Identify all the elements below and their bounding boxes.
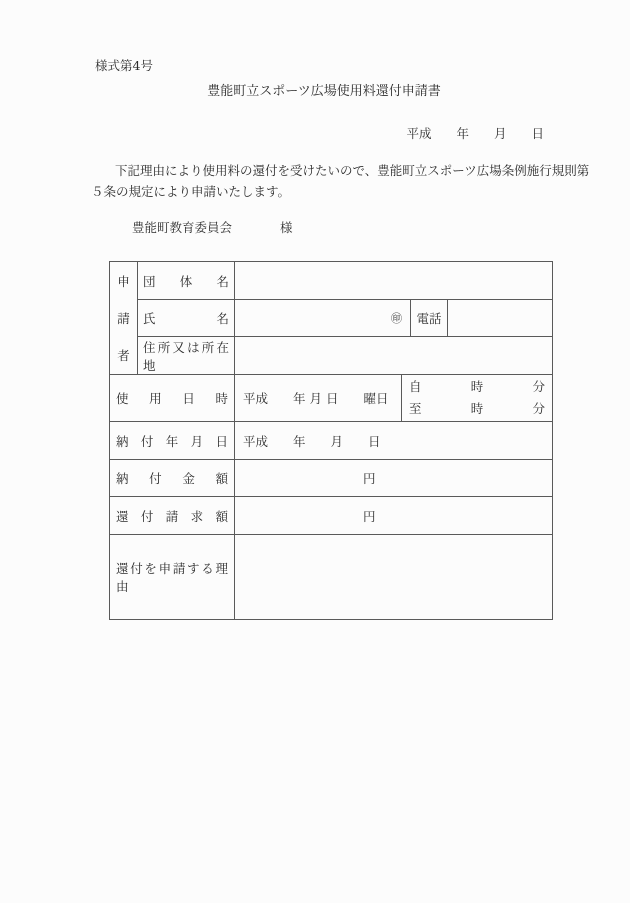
phone-label: 電話: [416, 311, 442, 326]
payment-amount-unit: 円: [363, 471, 376, 486]
seal-mark-icon: ㊞: [391, 312, 402, 325]
refund-amount-label: 還付請求額: [116, 508, 228, 524]
phone-label-cell: [411, 300, 448, 337]
form-number-label: 様式第4号: [95, 58, 153, 73]
organization-label: 団体名: [143, 273, 229, 289]
usage-date-cell: [235, 375, 402, 422]
address-label-cell: [138, 337, 235, 375]
refund-reason-label-cell: [110, 535, 235, 619]
usage-datetime-label: 使用日時: [116, 391, 228, 406]
payment-amount-label: 納付金額: [116, 471, 228, 486]
payment-date-label: 納付年月日: [116, 433, 228, 449]
usage-time-from: 自 時 分: [409, 379, 545, 395]
addressee-line: [132, 220, 293, 235]
organization-value-cell: [235, 262, 552, 300]
document-title: 豊能町立スポーツ広場使用料還付申請書: [207, 84, 441, 99]
address-value-cell: [235, 337, 552, 375]
usage-datetime-label-cell: [110, 375, 235, 422]
addressee-name: 豊能町教育委員会: [132, 220, 233, 235]
usage-date-value: 平成 年 月 日 曜日: [243, 391, 389, 406]
refund-reason-value-cell: [235, 535, 552, 619]
body-paragraph: [91, 160, 590, 202]
addressee-honorific: 様: [280, 220, 293, 235]
payment-amount-label-cell: [110, 460, 235, 497]
payment-date-value-cell: [235, 422, 552, 460]
refund-application-table: [109, 261, 553, 620]
body-line-2: ５条の規定により申請いたします。: [91, 184, 291, 199]
name-label: 氏名: [143, 311, 229, 326]
date-line: 平成 年 月 日: [406, 126, 544, 141]
payment-date-label-cell: [110, 422, 235, 460]
refund-reason-label: 還付を申請する理由: [116, 561, 228, 594]
refund-amount-unit: 円: [363, 508, 376, 524]
refund-amount-label-cell: [110, 497, 235, 535]
organization-label-cell: [138, 262, 235, 300]
payment-amount-value-cell: [235, 460, 552, 497]
refund-amount-value-cell: [235, 497, 552, 535]
body-line-1: 下記理由により使用料の還付を受けたいので、豊能町立スポーツ広場条例施行規則第: [115, 163, 590, 178]
payment-date-value: 平成 年 月 日: [243, 433, 381, 449]
name-value-cell: [235, 300, 411, 337]
address-label: 住所又は所在地: [143, 339, 229, 373]
phone-value-cell: [448, 300, 552, 337]
usage-time-cell: [402, 375, 552, 422]
usage-time-to: 至 時 分: [409, 401, 545, 416]
name-label-cell: [138, 300, 235, 337]
applicant-group-label: 申請者: [117, 273, 130, 363]
applicant-group-label-cell: [110, 262, 138, 375]
